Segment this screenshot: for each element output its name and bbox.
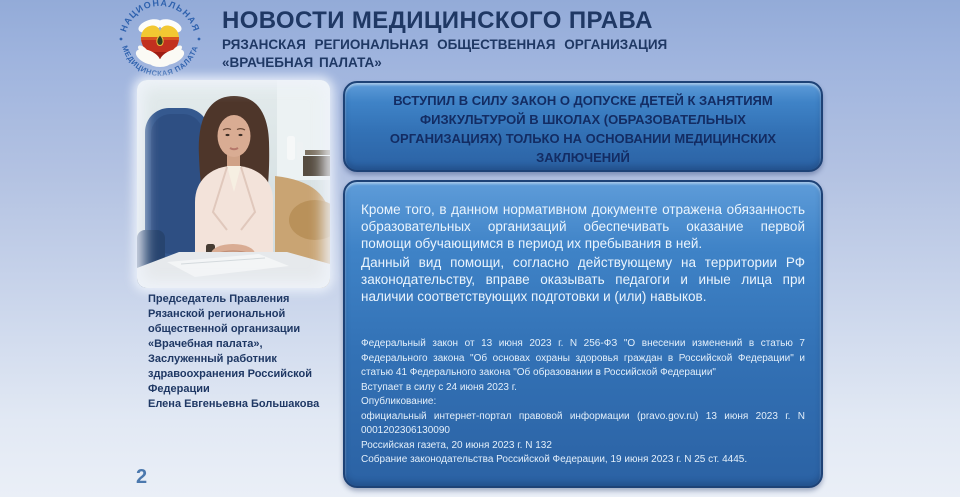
organization-subtitle-line2: «ВРАЧЕБНАЯ ПАЛАТА»: [222, 55, 382, 70]
caption-line: «Врачебная палата»,: [148, 338, 263, 350]
headline-text: [345, 83, 821, 167]
svg-text:НАЦИОНАЛЬНАЯ: [118, 0, 201, 33]
caption-line: Елена Евгеньевна Большакова: [148, 398, 320, 410]
page-number: 2: [136, 466, 148, 488]
photo-caption: [148, 292, 343, 412]
organization-subtitle-line1: РЯЗАНСКАЯ РЕГИОНАЛЬНАЯ ОБЩЕСТВЕННАЯ ОРГАНИЗАЦИЯ: [222, 37, 668, 52]
reference-line: официальный интернет-портал правовой информации (pravo.gov.ru) 13 июня 2023 г. N 0001202306130090: [361, 410, 805, 436]
headline-line: ЗАКЛЮЧЕНИЙ: [536, 150, 630, 165]
body-paragraph: Кроме того, в данном нормативном документе отражена обязанность образовательных организаций обеспечивать оказание первой помощи обучающимся в период их пребывания в ней.: [361, 202, 805, 251]
headline-line: ФИЗКУЛЬТУРОЙ В ШКОЛАХ (ОБРАЗОВАТЕЛЬНЫХ: [420, 112, 746, 127]
content-box: [343, 180, 823, 488]
caption-line: здравоохранения Российской: [148, 368, 313, 380]
reference-line: Опубликование:: [361, 396, 437, 407]
caption-line: общественной организации: [148, 323, 301, 335]
caption-line: Заслуженный работник: [148, 353, 277, 365]
headline-box: [343, 81, 823, 172]
logo-arc-top-text: НАЦИОНАЛЬНАЯ: [118, 0, 202, 34]
body-text: [345, 182, 821, 305]
reference-line: Вступает в силу с 24 июня 2023 г.: [361, 381, 517, 393]
logo-emblem-icon: [110, 0, 210, 80]
page-title: НОВОСТИ МЕДИЦИНСКОГО ПРАВА: [222, 7, 653, 34]
reference-line: Собрание законодательства Российской Федерации, 19 июня 2023 г. N 25 ст. 4445.: [361, 454, 748, 465]
chairwoman-portrait-photo: [137, 80, 330, 288]
caption-line: Федерации: [148, 383, 210, 395]
caption-line: Председатель Правления: [148, 293, 290, 305]
reference-line: Федеральный закон от 13 июня 2023 г. N 256-ФЗ "О внесении изменений в статью 7 Федерального закона "Об основах охраны здоровья граждан в Российской Федерации" и статью 41 Федерального закона "Об образовании в Российской Федерации": [361, 338, 805, 378]
reference-line: Российская газета, 20 июня 2023 г. N 132: [361, 439, 552, 451]
headline-line: ВСТУПИЛ В СИЛУ ЗАКОН О ДОПУСКЕ ДЕТЕЙ К ЗАНЯТИЯМ: [393, 93, 773, 108]
headline-line: ОРГАНИЗАЦИЯХ) ТОЛЬКО НА ОСНОВАНИИ МЕДИЦИНСКИХ: [389, 131, 777, 146]
portrait-illustration: [137, 80, 330, 288]
national-medical-chamber-logo: [110, 0, 210, 80]
body-paragraph: Данный вид помощи, согласно действующему на территории РФ законодательству, вправе оказывать педагоги и иные лица при наличии соответствующих подготовки и (или) навыков.: [361, 255, 805, 304]
legal-references: [345, 307, 821, 468]
caption-line: Рязанской региональной: [148, 308, 286, 320]
logo-arc-bottom-text: МЕДИЦИНСКАЯ ПАЛАТА: [120, 44, 200, 79]
